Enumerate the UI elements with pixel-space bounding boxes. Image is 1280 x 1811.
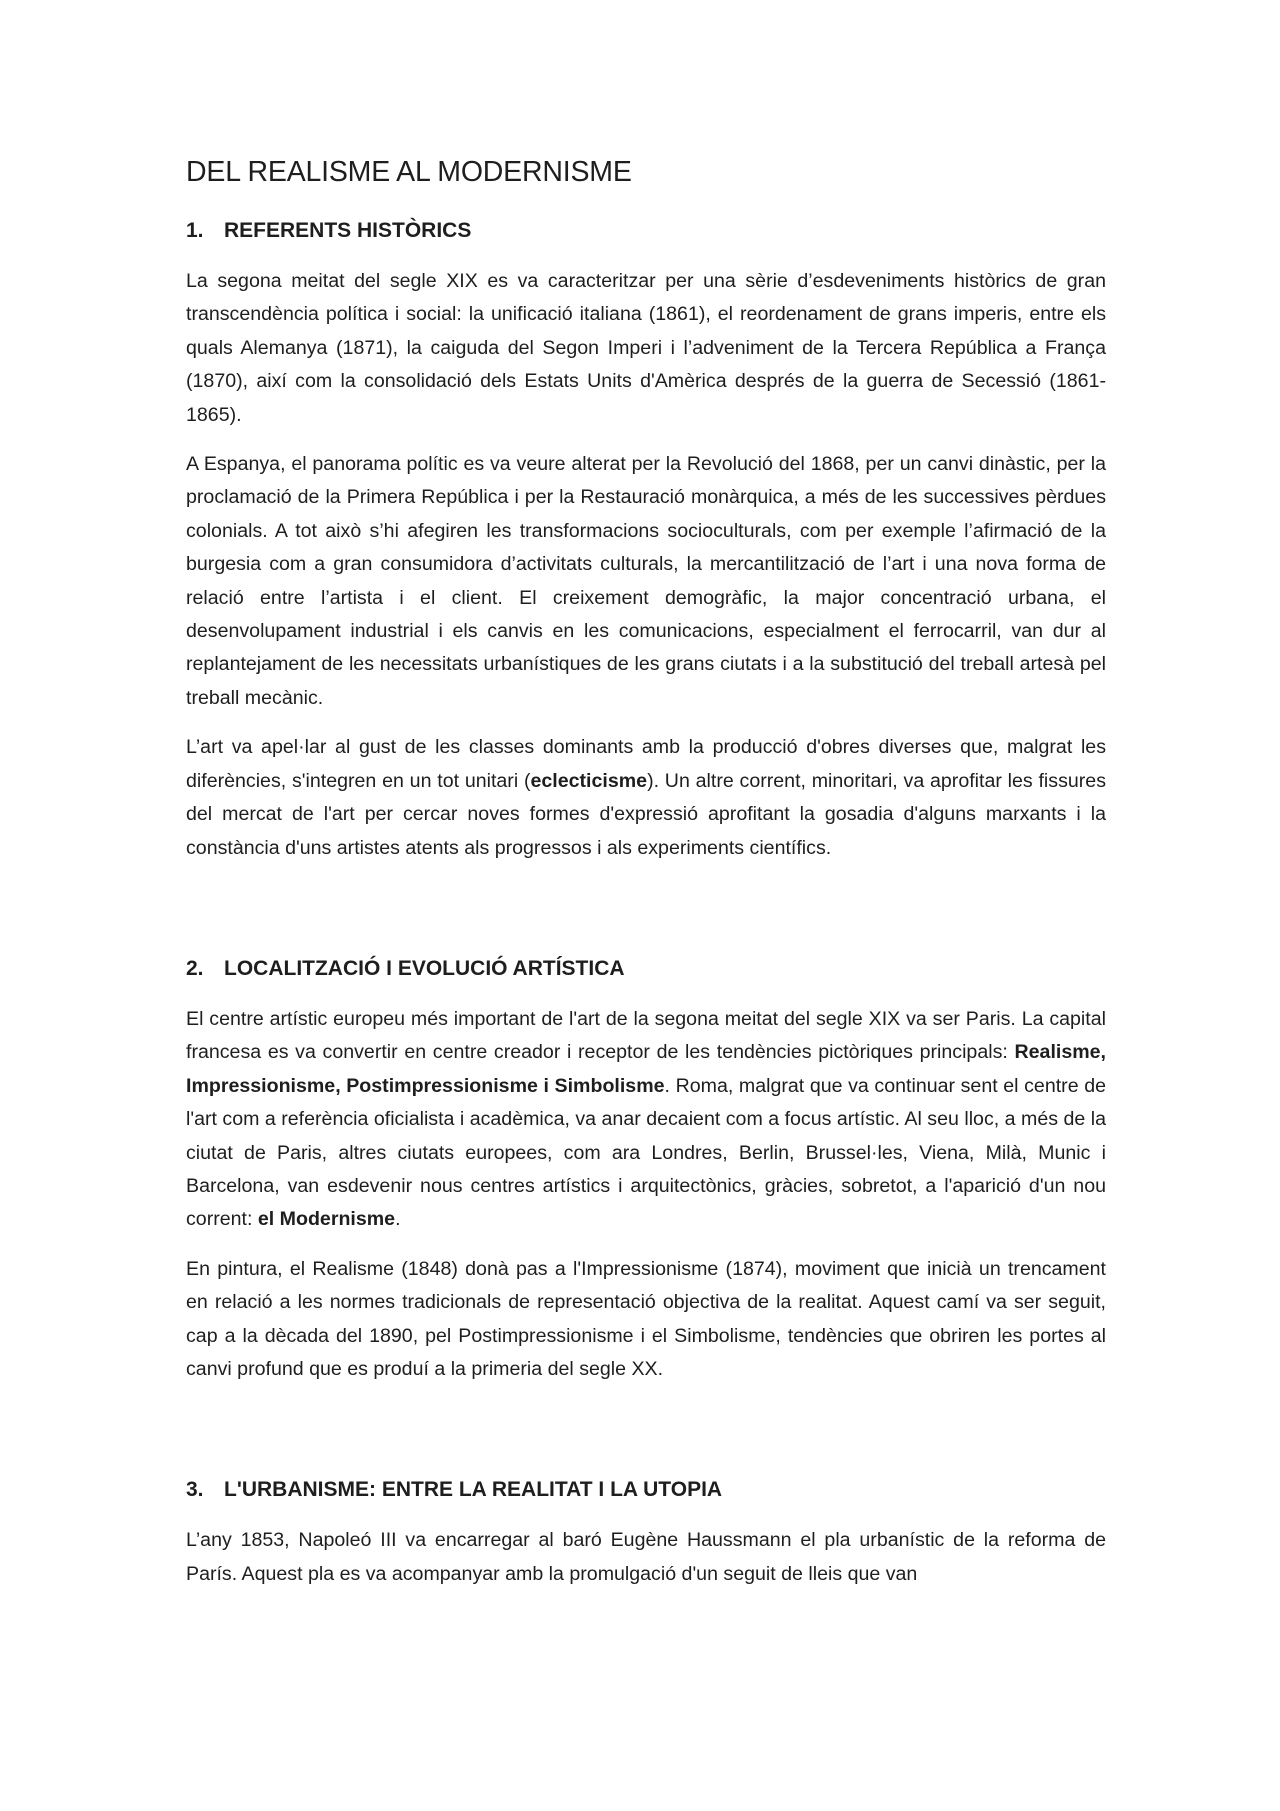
paragraph: En pintura, el Realisme (1848) donà pas a l'Impressionisme (1874), moviment que inicià un trencament en relació a les normes tradicionals de representació objectiva de la realitat. Aquest camí va ser seguit, cap a la dècada del 1890, pel Postimpressionisme i el Simbolisme, tendències que obriren les portes al canvi profund que es produí a la primeria del segle XX. <box>186 1257 1106 1380</box>
paragraph-text: . Roma, malgrat que va continuar sent el centre de l'art com a referència oficialista i acadèmica, va anar decaient com a focus artístic. Al seu lloc, a més de la ciutat de Paris, altres ciutats europees, com ara Londres, Berlin, Brussel·les, Viena, Milà, Munic i Barcelona, van esdevenir nous centres artístics i arquitectònics, gràcies, sobretot, a l'aparició d'un nou corrent: <box>186 1074 1106 1231</box>
section-title: REFERENTS HISTÒRICS <box>224 219 472 242</box>
document-body <box>186 156 1106 1607</box>
paragraph-text: ). Un altre corrent, minoritari, va aprofitar les fissures del mercat de l'art per cercar noves formes d'expressió aprofitant la gosadia d'alguns marxants i la constància d'uns artistes atents als progressos i als experiments científics. <box>186 769 1106 859</box>
document-title: DEL REALISME AL MODERNISME <box>186 156 632 188</box>
paragraph: A Espanya, el panorama polític es va veure alterat per la Revolució del 1868, per un canvi dinàstic, per la proclamació de la Primera República i per la Restauració monàrquica, a més de les successives pèrdues colonials. A tot això s’hi afegiren les transformacions socioculturals, com per exemple l’afirmació de la burgesia com a gran consumidora d’activitats culturals, la mercantilització de l’art i una nova forma de relació entre l’artista i el client. El creixement demogràfic, la major concentració urbana, el desenvolupament industrial i els canvis en les comunicacions, especialment el ferrocarril, van dur al replantejament de les necessitats urbanístiques de les grans ciutats i a la substitució del treball artesà pel treball mecànic. <box>186 453 1106 709</box>
paragraph-text: . <box>395 1208 401 1231</box>
section-number: 1. <box>186 219 204 242</box>
section-heading-2 <box>186 957 1106 981</box>
section-heading-1 <box>186 219 1106 243</box>
paragraph: La segona meitat del segle XIX es va caracteritzar per una sèrie d’esdeveniments històrics de gran transcendència política i social: la unificació italiana (1861), el reordenament de grans imperis, entre els quals Alemanya (1871), la caiguda del Segon Imperi i l’adveniment de la Tercera República a França (1870), així com la consolidació dels Estats Units d'Amèrica després de la guerra de Secessió (1861-1865). <box>186 270 1106 426</box>
section-title: LOCALITZACIÓ I EVOLUCIÓ ARTÍSTICA <box>224 956 625 980</box>
section-spacer <box>186 1402 1106 1478</box>
paragraph-text: L’art va apel·lar al gust de les classes dominants amb la producció d'obres diverses que, malgrat les diferències, s'integren en un tot unitari ( <box>186 736 1106 792</box>
section-number: 2. <box>186 956 204 980</box>
paragraph <box>186 1003 1106 1237</box>
bold-term: eclecticisme <box>530 769 648 792</box>
bold-term: el Modernisme <box>257 1208 396 1231</box>
section-title: L'URBANISME: ENTRE LA REALITAT I LA UTOPIA <box>224 1478 723 1502</box>
paragraph-text: El centre artístic europeu més important de l'art de la segona meitat del segle XIX va ser Paris. La capital francesa es va convertir en centre creador i receptor de les tendències pictòriques principals: <box>186 1007 1106 1064</box>
section-number: 3. <box>186 1478 204 1502</box>
bold-term: Realisme, Impressionisme, Postimpressionisme i Simbolisme <box>186 1041 1106 1097</box>
section-heading-3 <box>186 1478 1106 1502</box>
section-spacer <box>186 881 1106 957</box>
paragraph <box>186 731 1106 865</box>
paragraph: L’any 1853, Napoleó III va encarregar al baró Eugène Haussmann el pla urbanístic de la reforma de París. Aquest pla es va acompanyar amb la promulgació d'un seguit de lleis que van <box>186 1529 1106 1585</box>
